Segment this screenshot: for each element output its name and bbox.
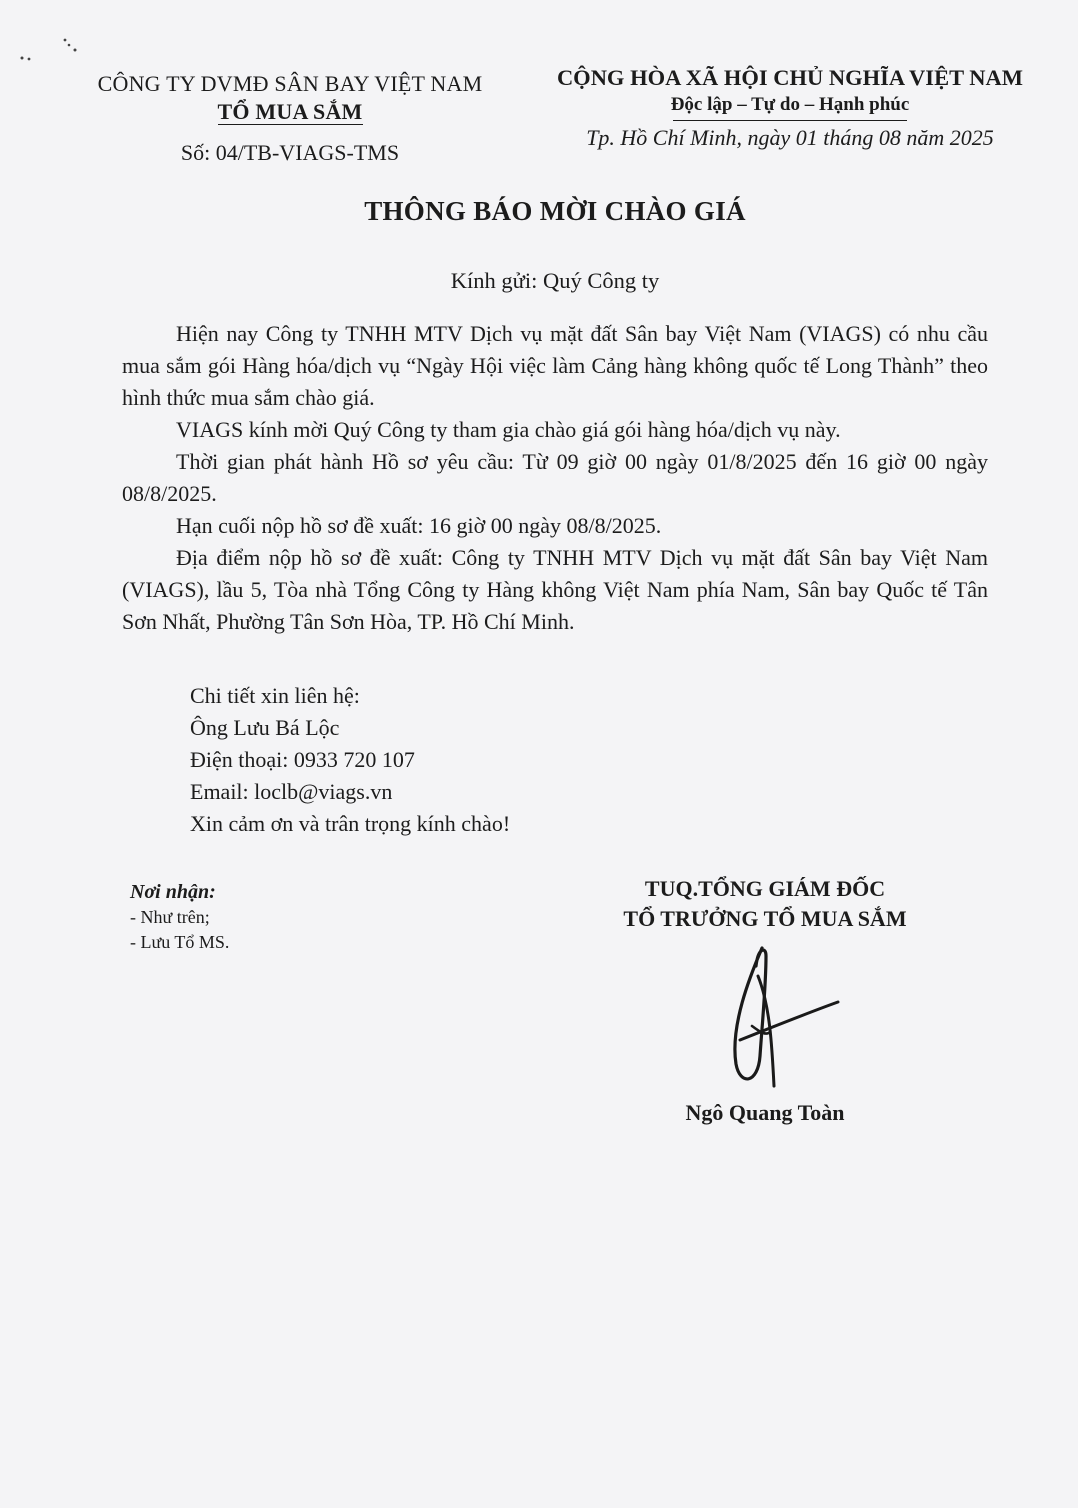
document-title: THÔNG BÁO MỜI CHÀO GIÁ — [364, 196, 746, 226]
paragraph-issue-period: Thời gian phát hành Hồ sơ yêu cầu: Từ 09 giờ 00 ngày 01/8/2025 đến 16 giờ 00 ngày 08/8/2025. — [122, 449, 988, 506]
issuer-unit: TỔ MUA SẮM — [217, 99, 363, 124]
closing-line: Xin cảm ơn và trân trọng kính chào! — [190, 811, 511, 836]
contact-email: Email: loclb@viags.vn — [190, 779, 393, 804]
body-text — [122, 318, 988, 638]
paragraph-invitation: VIAGS kính mời Quý Công ty tham gia chào giá gói hàng hóa/dịch vụ này. — [176, 417, 841, 442]
contact-phone: Điện thoại: 0933 720 107 — [190, 747, 415, 772]
motto-underline — [673, 120, 907, 121]
salutation: Kính gửi: Quý Công ty — [450, 268, 660, 293]
document-number: Số: 04/TB-VIAGS-TMS — [180, 140, 400, 165]
signer-authority: TUQ.TỔNG GIÁM ĐỐC — [644, 876, 886, 901]
handwritten-signature — [700, 936, 860, 1096]
issuer-company: CÔNG TY DVMĐ SÂN BAY VIỆT NAM — [97, 71, 483, 96]
recipient-item: - Như trên; — [130, 907, 210, 927]
contact-intro: Chi tiết xin liên hệ: — [190, 683, 360, 708]
issue-date: Tp. Hồ Chí Minh, ngày 01 tháng 08 năm 2025 — [586, 125, 994, 150]
paragraph-deadline: Hạn cuối nộp hồ sơ đề xuất: 16 giờ 00 ngày 08/8/2025. — [176, 513, 662, 538]
recipients-block — [130, 880, 229, 955]
issuer-block — [60, 70, 520, 166]
contact-person: Ông Lưu Bá Lộc — [190, 715, 340, 740]
paragraph-intro: Hiện nay Công ty TNHH MTV Dịch vụ mặt đất Sân bay Việt Nam (VIAGS) có nhu cầu mua sắm gói Hàng hóa/dịch vụ “Ngày Hội việc làm Cảng hàng không quốc tế Long Thành” theo hình thức mua sắm chào giá. — [122, 321, 988, 410]
signer-name: Ngô Quang Toàn — [685, 1100, 845, 1125]
national-header — [535, 64, 1045, 151]
nation-name: CỘNG HÒA XÃ HỘI CHỦ NGHĨA VIỆT NAM — [556, 65, 1024, 90]
contact-block — [190, 680, 510, 840]
recipients-title: Nơi nhận: — [130, 881, 216, 903]
national-motto: Độc lập – Tự do – Hạnh phúc — [670, 94, 910, 115]
signer-title-block — [580, 874, 950, 934]
scan-specks — [18, 36, 88, 66]
recipient-item: - Lưu Tổ MS. — [130, 932, 230, 952]
paragraph-location: Địa điểm nộp hồ sơ đề xuất: Công ty TNHH MTV Dịch vụ mặt đất Sân bay Việt Nam (VIAGS), lầu 5, Tòa nhà Tổng Công ty Hàng không Việt Nam phía Nam, Sân bay Quốc tế Tân Sơn Nhất, Phường Tân Sơn Hòa, TP. Hồ Chí Minh. — [122, 545, 988, 634]
signer-position: TỔ TRƯỞNG TỔ MUA SẮM — [623, 906, 907, 931]
